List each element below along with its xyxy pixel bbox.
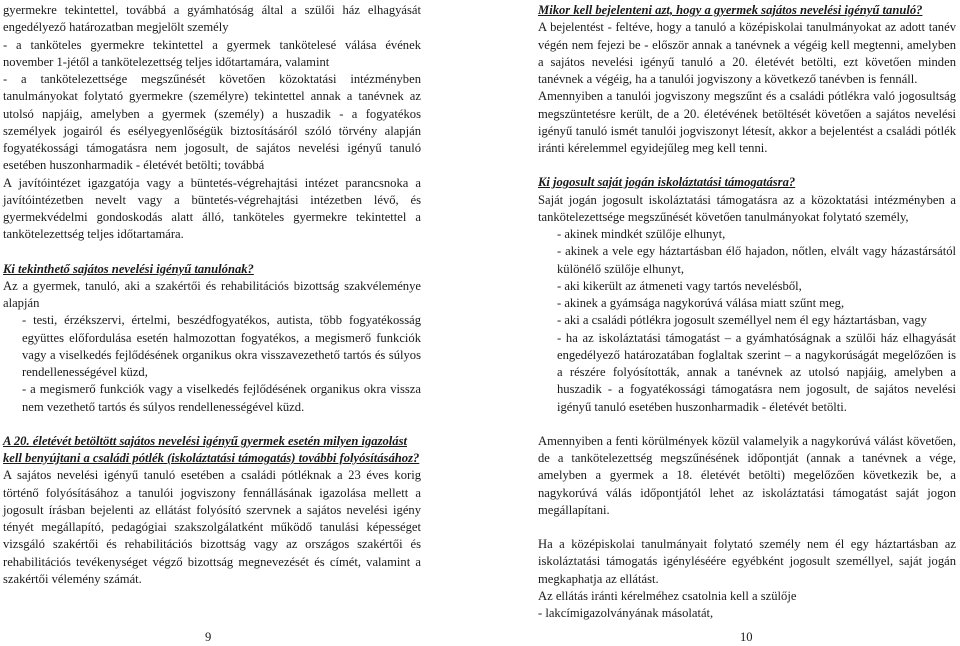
- section-heading: Ki tekinthető sajátos nevelési igényű tanulónak?: [3, 261, 254, 276]
- section-heading: A 20. életévét betöltött sajátos nevelési igényű gyermek esetén milyen igazolást kell benyújtani a családi pótlék (iskoláztatási támogatás) további folyósításához?: [3, 433, 420, 465]
- paragraph: Az a gyermek, tanuló, aki a szakértői és rehabilitációs bizottság szakvéleménye alapján: [3, 278, 421, 310]
- page-number-right: 10: [740, 630, 753, 644]
- paragraph: Amennyiben a tanulói jogviszony megszűnt és a családi pótlékra való jogosultság megszüntetésre került, de a 20. életévének betöltését követően a sajátos nevelési igényű tanuló ismét tanulói jogviszonyt létesít, akkor a bejelentést a családi pótlék iránti kérelemmel egyidejűleg meg kell tenni.: [538, 89, 956, 155]
- list-item: - akinek a gyámsága nagykorúvá válása miatt szűnt meg,: [557, 296, 845, 310]
- section-heading: Ki jogosult saját jogán iskoláztatási támogatásra?: [538, 175, 796, 190]
- paragraph: Az ellátás iránti kérelméhez csatolnia kell a szülője: [538, 588, 797, 603]
- list-item: - a tankötelezettsége megszűnését követően közoktatási intézményben tanulmányokat folytató gyermekre (személyre) tekintettel annak a tanévnek az utolsó napjáig, amelyben a gyermek (személy) a huszadik - a fogyatékos személyek jogairól és esélyegyenlőségük biztosításáról szóló törvény alapján fogyatékossági támogatásra nem jogosult, de sajátos nevelési igényű tanuló esetében huszonharmadik - életévét betölti; továbbá: [3, 72, 421, 173]
- page-number-left: 9: [205, 630, 212, 644]
- list-item: - testi, érzékszervi, értelmi, beszédfogyatékos, autista, több fogyatékosság együttes előfordulása esetén halmozottan fogyatékos, a megismerő funkciók vagy a viselkedés fejlődésének organikus okra visszavezethető tartós és súlyos rendellenességével küzd,: [22, 313, 421, 379]
- list-item: - ha az iskoláztatási támogatást – a gyámhatóságnak a szülői ház elhagyását engedélyező határozatában foglaltak szerint – a nagykorúságát megelőzően is a részére folyósították, annak a tanévnek az utolsó napjáig, amelyben a huszadik - a fogyatékossági támogatásra nem jogosult, de sajátos nevelési igényű tanuló esetében huszonharmadik - életévét betölti.: [557, 330, 956, 414]
- list-item: - akinek mindkét szülője elhunyt,: [557, 227, 726, 241]
- paragraph: gyermekre tekintettel, továbbá a gyámhatóság által a szülői ház elhagyását engedélyező határozatban megjelölt személy: [3, 3, 421, 35]
- list-item: - aki a családi pótlékra jogosult személlyel nem él egy háztartásban, vagy: [557, 313, 927, 328]
- paragraph: A bejelentést - feltéve, hogy a tanuló a középiskolai tanulmányokat az adott tanév végén nem fejezi be - először annak a tanévnek a végéig kell megtenni, amelyben a sajátos nevelési igényű tanuló a 20. életévét betölti, ezt követően minden tanévnek a végéig, ha a tanulói jogviszony a következő tanévben is fennáll.: [538, 20, 956, 86]
- list-item: - lakcímigazolványának másolatát,: [538, 606, 714, 620]
- paragraph: Amennyiben a fenti körülmények közül valamelyik a nagykorúvá válást követően, de a tankötelezettség megszűnésének időpontját (annak a tanévnek a vége, amelyben a gyermek a 18. életévét betölti) megelőzően következik be, a nagykorúvá válás időpontjától lehet az iskoláztatási támogatást saját jogon megállapítani.: [538, 433, 956, 517]
- paragraph: Ha a középiskolai tanulmányait folytató személy nem él egy háztartásban az iskoláztatási támogatás igényléséére egyébként jogosult személlyel, saját jogán megkaphatja az ellátást.: [538, 537, 956, 586]
- list-item: - akinek a vele egy háztartásban élő hajadon, nőtlen, elvált vagy házastársától különélő szülője elhunyt,: [557, 244, 956, 276]
- right-page-column: [538, 2, 956, 622]
- section-heading: Mikor kell bejelenteni azt, hogy a gyermek sajátos nevelési igényű tanuló?: [538, 3, 923, 17]
- list-item: - a tanköteles gyermekre tekintettel a gyermek tankötelesé válása évének november 1-jétől a tankötelezettség teljes időtartamára, valamint: [3, 37, 421, 69]
- paragraph: Saját jogán jogosult iskoláztatási támogatásra az a közoktatási intézményben a tankötelezettsége megszűnését követően tanulmányokat folytató személy,: [538, 192, 956, 224]
- left-page-column: [3, 2, 421, 588]
- list-item: - aki kikerült az átmeneti vagy tartós nevelésből,: [557, 278, 802, 293]
- paragraph: A javítóintézet igazgatója vagy a büntetés-végrehajtási intézet parancsnoka a javítóintézetben nevelt vagy a büntetés-végrehajtási intézetben lévő, és gyermekvédelmi gondoskodás alatt álló, tanköteles gyermekre tekintettel a tankötelezettség teljes időtartamára.: [3, 175, 421, 242]
- list-item: - a megismerő funkciók vagy a viselkedés fejlődésének organikus okra vissza nem vezethető tartós és súlyos rendellenességével küzd.: [22, 382, 421, 414]
- paragraph: A sajátos nevelési igényű tanuló esetében a családi pótléknak a 23 éves korig történő folyósításához a tanulói jogviszony fennállásának igazolása mellett a jogosult írásban bejelenti az ellátást folyósító szervnek a sajátos nevelési igény tényét megállapító, pedagógiai szakszolgálatként működő tanulási képességet vizsgáló szakértői és rehabilitációs bizottság vagy az országos szakértői és rehabilitációs tevékenységet végző bizottság megnevezését és címét, valamint a szakértői vélemény számát.: [3, 468, 421, 586]
